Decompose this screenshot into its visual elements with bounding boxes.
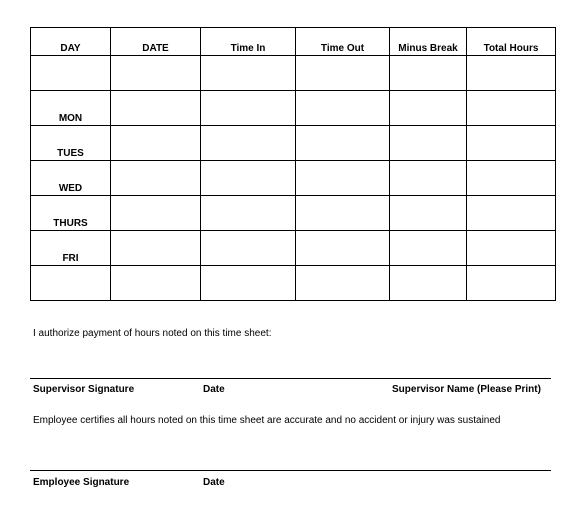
table-row <box>31 91 556 126</box>
employee-date-label: Date <box>203 477 225 488</box>
supervisor-signature-line[interactable] <box>30 378 551 379</box>
minus-break-cell[interactable] <box>390 91 467 126</box>
time-out-cell[interactable] <box>296 196 390 231</box>
time-out-cell[interactable] <box>296 56 390 91</box>
header-time-in: Time In <box>201 28 296 56</box>
table-row <box>31 126 556 161</box>
minus-break-cell[interactable] <box>390 266 467 301</box>
employee-certification-text: Employee certifies all hours noted on this time sheet are accurate and no accident or injury was sustained <box>33 415 501 426</box>
total-hours-cell[interactable] <box>467 126 556 161</box>
supervisor-date-label: Date <box>203 384 225 395</box>
day-cell <box>31 56 111 91</box>
minus-break-cell[interactable] <box>390 56 467 91</box>
authorization-text: I authorize payment of hours noted on this time sheet: <box>33 328 272 339</box>
header-minus-break: Minus Break <box>390 28 467 56</box>
supervisor-signature-label: Supervisor Signature <box>33 384 135 395</box>
table-row <box>31 231 556 266</box>
minus-break-cell[interactable] <box>390 126 467 161</box>
total-hours-cell[interactable] <box>467 196 556 231</box>
minus-break-cell[interactable] <box>390 161 467 196</box>
day-cell: FRI <box>31 231 111 266</box>
minus-break-cell[interactable] <box>390 196 467 231</box>
employee-signature-label: Employee Signature <box>33 477 130 488</box>
time-in-cell[interactable] <box>201 91 296 126</box>
day-cell: TUES <box>31 126 111 161</box>
header-date: DATE <box>111 28 201 56</box>
date-cell[interactable] <box>111 56 201 91</box>
total-hours-cell[interactable] <box>467 56 556 91</box>
date-cell[interactable] <box>111 126 201 161</box>
time-out-cell[interactable] <box>296 126 390 161</box>
date-cell[interactable] <box>111 161 201 196</box>
date-cell[interactable] <box>111 91 201 126</box>
header-row <box>31 28 556 56</box>
header-total-hours: Total Hours <box>467 28 556 56</box>
time-in-cell[interactable] <box>201 126 296 161</box>
timesheet-table <box>30 27 556 301</box>
time-out-cell[interactable] <box>296 161 390 196</box>
header-time-out: Time Out <box>296 28 390 56</box>
minus-break-cell[interactable] <box>390 231 467 266</box>
time-in-cell[interactable] <box>201 266 296 301</box>
supervisor-name-label: Supervisor Name (Please Print) <box>392 384 541 395</box>
time-in-cell[interactable] <box>201 231 296 266</box>
date-cell[interactable] <box>111 266 201 301</box>
table-row <box>31 196 556 231</box>
total-hours-cell[interactable] <box>467 161 556 196</box>
time-in-cell[interactable] <box>201 161 296 196</box>
date-cell[interactable] <box>111 196 201 231</box>
header-day: DAY <box>31 28 111 56</box>
time-in-cell[interactable] <box>201 56 296 91</box>
total-hours-cell[interactable] <box>467 266 556 301</box>
date-cell[interactable] <box>111 231 201 266</box>
table-row <box>31 161 556 196</box>
table-row <box>31 266 556 301</box>
day-cell: WED <box>31 161 111 196</box>
time-in-cell[interactable] <box>201 196 296 231</box>
table-row <box>31 56 556 91</box>
day-cell <box>31 266 111 301</box>
day-cell: MON <box>31 91 111 126</box>
day-cell: THURS <box>31 196 111 231</box>
total-hours-cell[interactable] <box>467 231 556 266</box>
time-out-cell[interactable] <box>296 231 390 266</box>
total-hours-cell[interactable] <box>467 91 556 126</box>
time-out-cell[interactable] <box>296 266 390 301</box>
time-out-cell[interactable] <box>296 91 390 126</box>
employee-signature-line[interactable] <box>30 470 551 471</box>
